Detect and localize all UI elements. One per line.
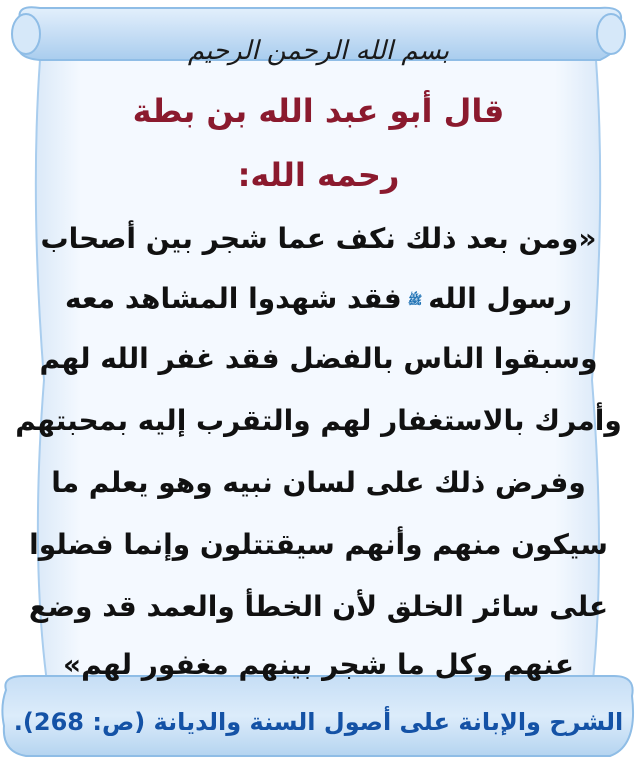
body-line-8: عنهم وكل ما شجر بينهم مغفور لهم» (63, 648, 574, 681)
heading-line-1: قال أبو عبد الله بن بطة (132, 92, 505, 130)
body-line-1: «ومن بعد ذلك نكف عما شجر بين أصحاب (40, 222, 597, 255)
salla-honorific-glyph: ﷺ (407, 293, 423, 307)
heading-line-2: رحمه الله: (237, 156, 400, 194)
body-line-3: وسبقوا الناس بالفضل فقد غفر الله لهم (39, 342, 598, 375)
body-line-5: وفرض ذلك على لسان نبيه وهو يعلم ما (51, 466, 586, 499)
body-line-7: على سائر الخلق لأن الخطأ والعمد قد وضع (28, 590, 609, 623)
body-line-4: وأمرك بالاستغفار لهم والتقرب إليه بمحبتهم (15, 404, 622, 437)
body-line-6: سيكون منهم وأنهم سيقتتلون وإنما فضلوا (29, 528, 608, 561)
body-line-2-prefix: رسول الله (428, 282, 572, 315)
basmala-calligraphy: بسم الله الرحمن الرحيم (187, 36, 450, 66)
body-line-2 (0, 282, 637, 315)
source-citation: الشرح والإبانة على أصول السنة والديانة (ص: 268). (13, 708, 624, 736)
body-line-2-rest: فقد شهدوا المشاهد معه (65, 282, 402, 315)
